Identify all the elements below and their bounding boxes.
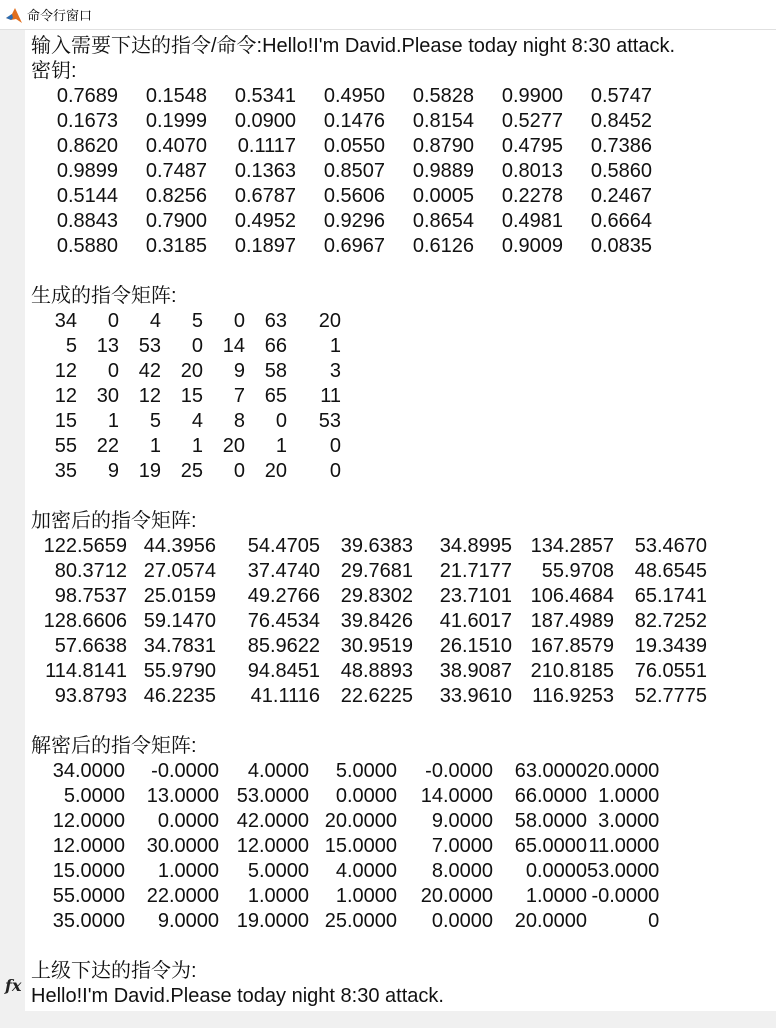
matrix-row [31, 359, 341, 384]
matrix-cell: -0.0000 [151, 760, 219, 782]
matrix-cell: 0.2467 [590, 185, 652, 207]
matrix-cell: 0.5747 [590, 85, 652, 107]
input-prompt-line: 输入需要下达的指令/命令:Hello!I'm David.Please today night 8:30 attack. [31, 35, 676, 57]
matrix-cell: 0.7386 [590, 135, 652, 157]
matrix-cell: 19 [138, 460, 161, 482]
matrix-cell: 39.8426 [340, 610, 413, 632]
matrix-cell: 4.0000 [335, 860, 397, 882]
matrix-cell: 0.5606 [323, 185, 385, 207]
matrix-cell: 0.9889 [412, 160, 474, 182]
matrix-cell: 49.2766 [247, 585, 320, 607]
matrix-row [31, 134, 652, 159]
matrix-cell: 0.8790 [412, 135, 474, 157]
matrix-cell: 65.0000 [514, 835, 587, 857]
result-message: Hello!I'm David.Please today night 8:30 attack. [31, 985, 444, 1007]
matrix-cell: 0.1673 [56, 110, 118, 132]
matrix-cell: 0.0900 [234, 110, 296, 132]
matrix-cell: 11.0000 [588, 835, 660, 857]
matrix-cell: 19.3439 [634, 635, 707, 657]
matrix-cell: 30.0000 [146, 835, 219, 857]
matrix-cell: 22.6225 [340, 685, 413, 707]
matrix-cell: 0.8154 [412, 110, 474, 132]
matrix-cell: 0 [233, 310, 245, 332]
matrix-cell: 0.0000 [525, 860, 587, 882]
matrix-cell: 20.0000 [420, 885, 493, 907]
matrix-cell: 29.8302 [340, 585, 413, 607]
matrix-cell: 25 [180, 460, 203, 482]
matrix-cell: 12.0000 [236, 835, 309, 857]
matrix-cell: 0.7689 [56, 85, 118, 107]
matrix-cell: 0.1117 [237, 135, 296, 157]
matrix-cell: 55 [54, 435, 77, 457]
matrix-cell: 41.1116 [250, 685, 320, 707]
matrix-cell: 0.4952 [234, 210, 296, 232]
matrix-cell: 33.9610 [439, 685, 512, 707]
matrix-cell: 26.1510 [439, 635, 512, 657]
matrix-cell: 0.0005 [412, 185, 474, 207]
matrix-cell: 9.0000 [431, 810, 493, 832]
matrix-cell: 0.0000 [431, 910, 493, 932]
matrix-cell: 76.0551 [634, 660, 707, 682]
matrix-row [31, 184, 652, 209]
matrix-cell: 0.5277 [501, 110, 563, 132]
matrix-cell: 0.8452 [590, 110, 652, 132]
matrix-cell: 0.1897 [234, 235, 296, 257]
matlab-logo-icon [5, 6, 23, 24]
matrix-cell: 39.6383 [340, 535, 413, 557]
matrix-row [31, 559, 707, 584]
matrix-cell: 0 [107, 310, 119, 332]
encrypted-matrix-label: 加密后的指令矩阵: [31, 510, 197, 532]
matrix-cell: 0.2278 [501, 185, 563, 207]
matrix-cell: 5 [149, 410, 161, 432]
matrix-row [31, 684, 707, 709]
matrix-cell: 0.1476 [323, 110, 385, 132]
matrix-cell: 44.3956 [143, 535, 216, 557]
matrix-cell: 98.7537 [54, 585, 127, 607]
matrix-cell: 116.9253 [532, 685, 614, 707]
matrix-cell: 15.0000 [324, 835, 397, 857]
matrix-cell: 20.0000 [324, 810, 397, 832]
matrix-cell: 0.1548 [145, 85, 207, 107]
matrix-cell: 0 [329, 435, 341, 457]
matrix-row [31, 834, 659, 859]
matrix-cell: 53.0000 [587, 860, 660, 882]
matrix-cell: 30 [96, 385, 119, 407]
matrix-cell: 20 [180, 360, 203, 382]
matrix-row [31, 609, 707, 634]
matrix-cell: 53 [318, 410, 341, 432]
fx-icon[interactable]: fx [5, 976, 22, 995]
matrix-cell: 48.6545 [634, 560, 707, 582]
matrix-cell: 21.7177 [439, 560, 512, 582]
matrix-cell: 0.8507 [323, 160, 385, 182]
matrix-cell: 20.0000 [587, 760, 660, 782]
matrix-cell: 1 [191, 435, 203, 457]
matrix-cell: 82.7252 [634, 610, 707, 632]
matrix-cell: 48.8893 [340, 660, 413, 682]
matrix-cell: 14 [222, 335, 245, 357]
matrix-cell: 20 [264, 460, 287, 482]
matrix-cell: 0 [275, 410, 287, 432]
matrix-cell: 38.9087 [439, 660, 512, 682]
matrix-row [31, 759, 659, 784]
matrix-cell: 65 [264, 385, 287, 407]
matrix-cell: 5.0000 [335, 760, 397, 782]
matrix-cell: 0.8013 [501, 160, 563, 182]
matrix-row [31, 409, 341, 434]
matrix-cell: 34.8995 [439, 535, 512, 557]
matrix-cell: 14.0000 [420, 785, 493, 807]
matrix-cell: 66 [264, 335, 287, 357]
matrix-cell: 65.1741 [634, 585, 707, 607]
result-label: 上级下达的指令为: [31, 960, 197, 982]
matrix-cell: 42.0000 [236, 810, 309, 832]
matrix-cell: 25.0000 [324, 910, 397, 932]
matrix-cell: 42 [138, 360, 161, 382]
matrix-cell: 66.0000 [514, 785, 587, 807]
matrix-cell: 0.0550 [323, 135, 385, 157]
matrix-cell: 20 [318, 310, 341, 332]
matrix-cell: 11 [320, 385, 341, 407]
matrix-row [31, 859, 659, 884]
matrix-cell: 0.0000 [335, 785, 397, 807]
matrix-cell: 0.9009 [501, 235, 563, 257]
matrix-cell: 15 [180, 385, 203, 407]
matrix-row [31, 459, 341, 484]
matrix-cell: 8 [233, 410, 245, 432]
matrix-row [31, 234, 652, 259]
matrix-cell: 9.0000 [157, 910, 219, 932]
matrix-cell: 53.0000 [236, 785, 309, 807]
matrix-cell: 76.4534 [247, 610, 320, 632]
matrix-cell: 63.0000 [514, 760, 587, 782]
matrix-cell: 0.8654 [412, 210, 474, 232]
matrix-cell: 29.7681 [340, 560, 413, 582]
matrix-cell: 3 [329, 360, 341, 382]
matrix-cell: 55.9790 [143, 660, 216, 682]
matrix-cell: 0 [107, 360, 119, 382]
matrix-row [31, 209, 652, 234]
matrix-cell: 37.4740 [247, 560, 320, 582]
matrix-cell: 4 [191, 410, 203, 432]
matrix-cell: 53 [138, 335, 161, 357]
matrix-cell: 106.4684 [530, 585, 614, 607]
matrix-cell: 9 [107, 460, 119, 482]
matrix-cell: 7 [233, 385, 245, 407]
matrix-cell: 59.1470 [143, 610, 216, 632]
matrix-cell: 0.6664 [590, 210, 652, 232]
matrix-cell: 12 [138, 385, 161, 407]
matrix-cell: 4.0000 [247, 760, 309, 782]
matrix-cell: 23.7101 [439, 585, 512, 607]
matrix-cell: 5 [191, 310, 203, 332]
matrix-cell: 13 [96, 335, 119, 357]
command-window-output[interactable] [25, 30, 776, 1011]
matrix-cell: 20 [222, 435, 245, 457]
matrix-cell: 3.0000 [598, 810, 660, 832]
matrix-cell: 34.0000 [52, 760, 125, 782]
matrix-cell: 0.0000 [157, 810, 219, 832]
matrix-cell: 0.6787 [234, 185, 296, 207]
command-matrix-label: 生成的指令矩阵: [31, 285, 177, 307]
matrix-cell: 0.8620 [56, 135, 118, 157]
matrix-cell: 22.0000 [146, 885, 219, 907]
matrix-cell: 55.0000 [52, 885, 125, 907]
matrix-cell: 0.5860 [590, 160, 652, 182]
matrix-cell: 53.4670 [634, 535, 707, 557]
matrix-cell: 0.7487 [145, 160, 207, 182]
matrix-cell: 1.0000 [247, 885, 309, 907]
matrix-cell: 54.4705 [247, 535, 320, 557]
matrix-cell: 58 [264, 360, 287, 382]
matrix-cell: 27.0574 [143, 560, 216, 582]
matrix-cell: 0 [648, 910, 660, 932]
matrix-cell: -0.0000 [591, 885, 660, 907]
matrix-cell: 1.0000 [525, 885, 587, 907]
matrix-cell: 114.8141 [45, 660, 127, 682]
encrypted-matrix [31, 534, 707, 709]
matrix-cell: 12 [54, 360, 77, 382]
matrix-cell: 8.0000 [431, 860, 493, 882]
matrix-cell: 0.9296 [323, 210, 385, 232]
matrix-cell: 25.0159 [143, 585, 216, 607]
matrix-cell: 1 [275, 435, 287, 457]
matrix-cell: 0.1999 [145, 110, 207, 132]
matrix-cell: 0.8843 [56, 210, 118, 232]
matrix-cell: 15.0000 [52, 860, 125, 882]
matrix-cell: 12 [54, 385, 77, 407]
matrix-row [31, 784, 659, 809]
matrix-cell: 5.0000 [63, 785, 125, 807]
matrix-cell: 0.7900 [145, 210, 207, 232]
matrix-row [31, 809, 659, 834]
matrix-cell: 7.0000 [431, 835, 493, 857]
matrix-cell: -0.0000 [425, 760, 493, 782]
matrix-cell: 34.7831 [143, 635, 216, 657]
matrix-cell: 1.0000 [598, 785, 660, 807]
matrix-cell: 0.8256 [145, 185, 207, 207]
matrix-row [31, 909, 659, 934]
decrypted-matrix [31, 759, 659, 934]
matrix-row [31, 634, 707, 659]
matrix-cell: 5 [65, 335, 77, 357]
matrix-cell: 5.0000 [247, 860, 309, 882]
matrix-cell: 1 [149, 435, 161, 457]
matrix-cell: 0.1363 [234, 160, 296, 182]
matrix-row [31, 384, 341, 409]
matrix-cell: 128.6606 [43, 610, 127, 632]
matrix-cell: 46.2235 [143, 685, 216, 707]
matrix-cell: 0.6967 [323, 235, 385, 257]
matrix-cell: 0.6126 [412, 235, 474, 257]
matrix-cell: 0 [233, 460, 245, 482]
matrix-cell: 13.0000 [146, 785, 219, 807]
matrix-cell: 57.6638 [54, 635, 127, 657]
matrix-cell: 0.4070 [145, 135, 207, 157]
matrix-cell: 1.0000 [335, 885, 397, 907]
matrix-row [31, 109, 652, 134]
matrix-cell: 187.4989 [530, 610, 614, 632]
matrix-cell: 1 [329, 335, 341, 357]
matrix-row [31, 84, 652, 109]
matrix-row [31, 434, 341, 459]
matrix-cell: 0.5341 [234, 85, 296, 107]
matrix-cell: 63 [264, 310, 287, 332]
matrix-cell: 210.8185 [530, 660, 614, 682]
matrix-cell: 0.9899 [56, 160, 118, 182]
matrix-cell: 12.0000 [52, 835, 125, 857]
matrix-cell: 94.8451 [247, 660, 320, 682]
window-title: 命令行窗口 [27, 8, 93, 23]
matrix-cell: 1 [107, 410, 119, 432]
command-matrix [31, 309, 341, 484]
matrix-cell: 0.4950 [323, 85, 385, 107]
matrix-row [31, 534, 707, 559]
matrix-cell: 0.5144 [56, 185, 118, 207]
command-window-gutter [0, 30, 25, 1001]
key-label: 密钥: [31, 60, 77, 82]
window-titlebar [0, 0, 776, 30]
matrix-cell: 134.2857 [530, 535, 614, 557]
matrix-cell: 1.0000 [157, 860, 219, 882]
matrix-row [31, 584, 707, 609]
matrix-row [31, 159, 652, 184]
matrix-cell: 55.9708 [541, 560, 614, 582]
matrix-cell: 0 [329, 460, 341, 482]
matrix-cell: 52.7775 [634, 685, 707, 707]
matrix-cell: 20.0000 [514, 910, 587, 932]
matrix-cell: 22 [96, 435, 119, 457]
matrix-cell: 9 [233, 360, 245, 382]
matrix-cell: 30.9519 [340, 635, 413, 657]
matrix-cell: 0.4795 [501, 135, 563, 157]
matrix-cell: 0 [191, 335, 203, 357]
matrix-cell: 35 [54, 460, 77, 482]
matrix-cell: 12.0000 [52, 810, 125, 832]
matrix-cell: 167.8579 [530, 635, 614, 657]
matrix-cell: 41.6017 [439, 610, 512, 632]
matrix-cell: 85.9622 [247, 635, 320, 657]
matrix-cell: 0.3185 [145, 235, 207, 257]
key-matrix [31, 84, 652, 259]
matrix-cell: 0.4981 [501, 210, 563, 232]
matrix-cell: 93.8793 [54, 685, 127, 707]
matrix-cell: 0.5880 [56, 235, 118, 257]
matrix-cell: 80.3712 [54, 560, 127, 582]
matrix-row [31, 659, 707, 684]
matrix-cell: 15 [54, 410, 77, 432]
matrix-row [31, 884, 659, 909]
matrix-cell: 4 [149, 310, 161, 332]
matrix-cell: 0.5828 [412, 85, 474, 107]
matrix-cell: 122.5659 [43, 535, 127, 557]
matrix-cell: 0.0835 [590, 235, 652, 257]
decrypted-matrix-label: 解密后的指令矩阵: [31, 735, 197, 757]
matrix-row [31, 309, 341, 334]
matrix-cell: 34 [54, 310, 77, 332]
matrix-cell: 35.0000 [52, 910, 125, 932]
matrix-row [31, 334, 341, 359]
matrix-cell: 19.0000 [236, 910, 309, 932]
matrix-cell: 0.9900 [501, 85, 563, 107]
matrix-cell: 58.0000 [514, 810, 587, 832]
